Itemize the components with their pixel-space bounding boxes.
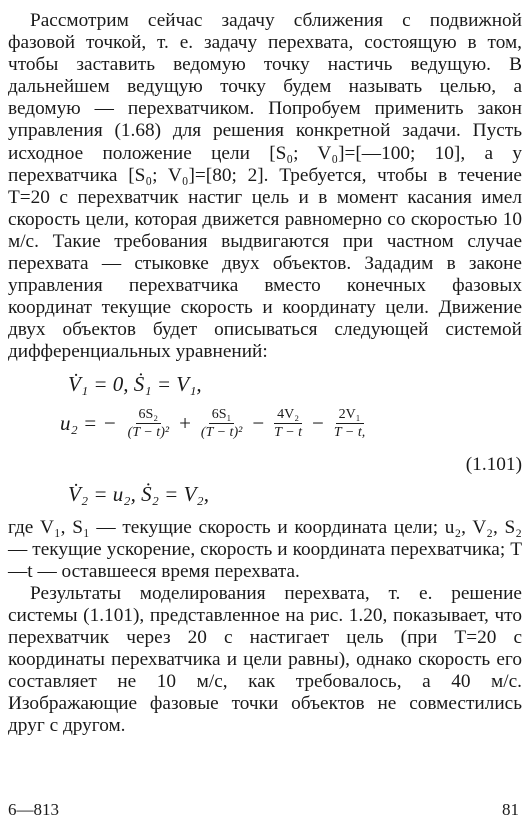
page-body [8,10,522,737]
minus-sign-2: − [312,410,324,435]
plus-sign: + [179,410,191,435]
paragraph-simulation-results: Результаты моделирования перехвата, т. е. решение системы (1.101), представленное на рис. 1.20, показывает, что перехватчик через 20 с настигает цель (при T=20 с координаты перехватчика и цели равны), однако скорость его составляет не 10 м/с, как требовалось, а 40 м/с. Изображающие фазовые точки объектов не совместились друг с другом. [8,582,522,737]
signature-mark: 6—813 [8,800,59,819]
fraction-term-2: $\frac{\text{6S₁}}{\text{(T − t)²}}$ [200,406,243,440]
equation-row-target: V̇₁ = 0, Ṡ₁ = V₁, [68,371,202,396]
equation-system [8,370,522,515]
equation-row-interceptor: V̇₂ = u₂, Ṡ₂ = V₂, [68,481,209,506]
page-number: 81 [502,800,519,819]
fraction-term-3: $\frac{\text{4V₂}}{T - t}$ [274,406,303,440]
page-footer [8,800,519,820]
paragraph-problem-statement: Рассмотрим сейчас задачу сближения с подвижной фазовой точкой, т. е. задачу перехвата, состоящую в том, чтобы заставить ведомую точку настичь ведущую. В дальнейшем ведущую точку будем называть целью, а ведомую — перехватчиком. Попробуем применить закон управления (1.68) для решения конкретной задачи. Пусть исходное положение цели [S₀; V₀]=[—100; 10], а у перехватчика [S₀; V₀]=[80; 2]. Требуется, чтобы в течение T=20 с перехватчик настиг цель и в момент касания имел скорость цели, которая движется равномерно со скоростью 10 м/с. Такие требования выдвигаются при частном случае перехвата — стыковке двух объектов. Зададим в законе управления перехватчика вместо конечных фазовых координат текущие скорость и координату цели. Движение двух объектов будет описываться следующей системой дифференциальных уравнений: [8,10,522,363]
paragraph-variable-definitions: где V₁, S₁ — текущие скорость и координата цели; u₂, V₂, S₂ — текущие ускорение, скорость и координата перехватчика; T—t — оставшееся время перехвата. [8,516,522,582]
equation-number: (1.101) [465,453,522,475]
equation-row-control-law [60,406,370,441]
fraction-term-4: $\frac{\text{2V₁}}{T - t,}$ [333,406,366,440]
equation-lhs: u₂ = − [60,410,117,435]
fraction-term-1: $\frac{\text{6S₂}}{\text{(T − t)²}}$ [127,406,170,440]
minus-sign-1: − [252,410,265,435]
